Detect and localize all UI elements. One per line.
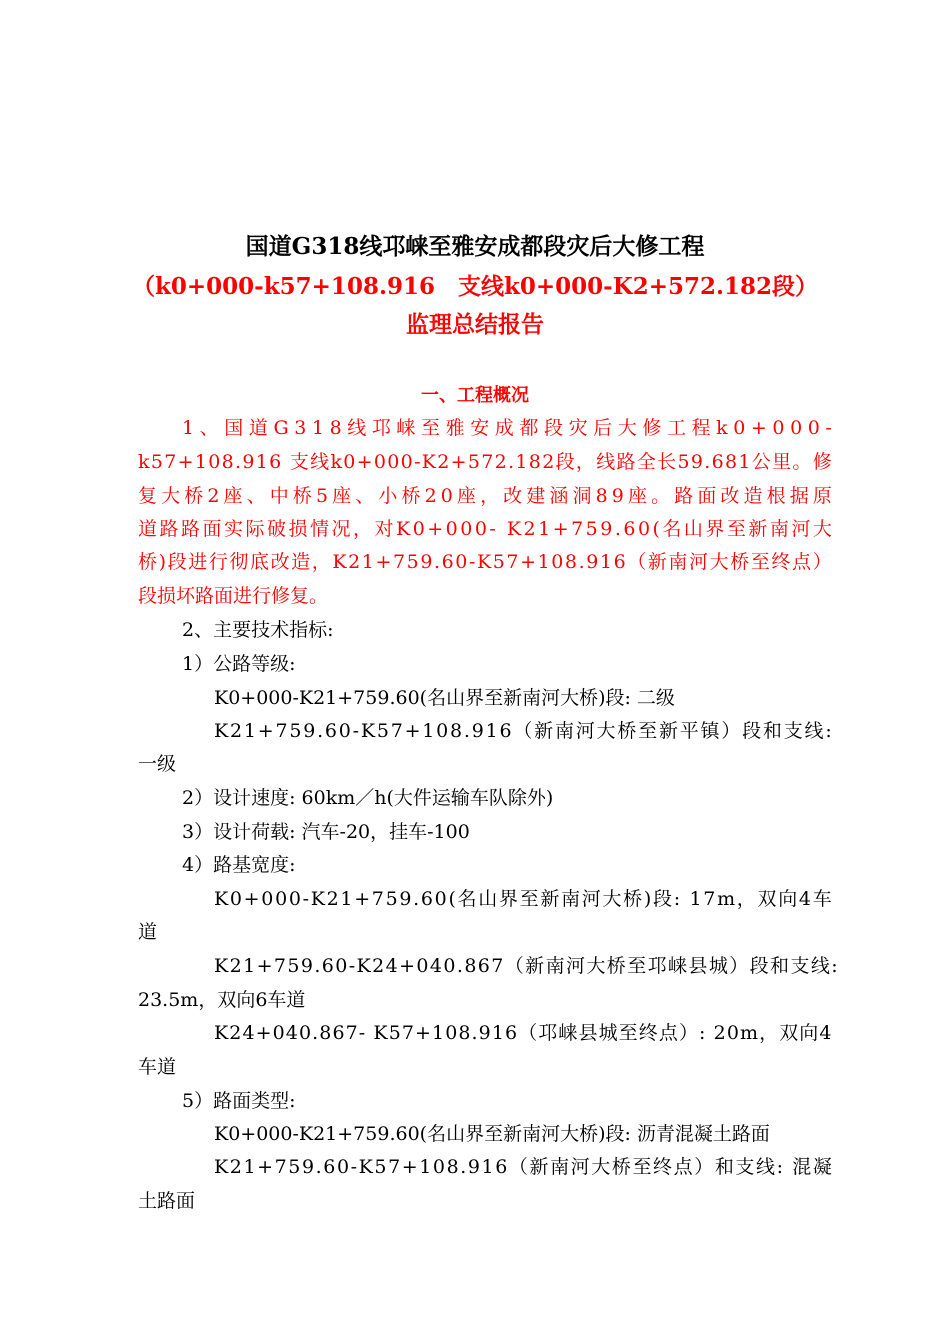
para1-line: 桥 ) 段 进 行 彻 底 改 造 ， K 2 1 + 7 5 9 . 6 0 - K 5 7 + 1 0 8 . 9 1 6 （ 新 南 河 大 桥 至 终 点 ） [138,551,832,573]
design-speed: 2）设计速度: 60km／h(大件运输车队除外) [182,787,554,809]
roadbed-width-b: K 2 1 + 7 5 9 . 6 0 - K 2 4 + 0 4 0 . 8 6 7 （ 新 南 河 大 桥 至 邛 崃 县 城 ） 段 和 支 线 : [214,955,838,977]
road-grade-b: K 2 1 + 7 5 9 . 6 0 - K 5 7 + 1 0 8 . 9 1 6 （ 新 南 河 大 桥 至 新 平 镇 ） 段 和 支 线 : [214,720,832,742]
para1-line: 复 大 桥 2 座 、 中 桥 5 座 、 小 桥 2 0 座 ， 改 建 涵 洞 8 9 座 。 路 面 改 造 根 据 原 [138,485,832,507]
road-grade-b-cont: 一级 [138,753,177,775]
roadbed-width-c: K 2 4 + 0 4 0 . 8 6 7 - K 5 7 + 1 0 8 . 9 1 6 （ 邛 崃 县 城 至 终 点 ） : 2 0 m ， 双 向 4 [214,1022,832,1044]
para1-line: 1 、 国 道 G 3 1 8 线 邛 崃 至 雅 安 成 都 段 灾 后 大 修 工 程 k 0 + 0 0 0 - [182,417,832,439]
roadbed-width-a: K 0 + 0 0 0 - K 2 1 + 7 5 9 . 6 0 ( 名 山 界 至 新 南 河 大 桥 ) 段 : 1 7 m ， 双 向 4 车 [214,888,832,910]
road-grade-a: K0+000-K21+759.60(名山界至新南河大桥)段: 二级 [214,687,675,709]
para1-line: 道 路 路 面 实 际 破 损 情 况 ， 对 K 0 + 0 0 0 - K 2 1 + 7 5 9 . 6 0 ( 名 山 界 至 新 南 河 大 [138,518,832,540]
report-title-line3: 监理总结报告 [406,311,544,338]
pavement-type-label: 5）路面类型: [182,1090,296,1112]
report-title-line1: 国道G318线邛崃至雅安成都段灾后大修工程 [245,233,705,260]
pavement-type-b-cont: 土路面 [138,1190,196,1212]
pavement-type-a: K0+000-K21+759.60(名山界至新南河大桥)段: 沥青混凝土路面 [214,1123,770,1145]
report-title-line2: （k0+000-k57+108.916 支线k0+000-K2+572.182段） [131,273,819,300]
road-grade-label: 1）公路等级: [182,653,296,675]
design-load: 3）设计荷载: 汽车-20，挂车-100 [182,821,470,843]
roadbed-width-c-cont: 车道 [138,1056,177,1078]
section-heading: 一、工程概况 [421,385,529,406]
para1-line: k 5 7 + 1 0 8 . 9 1 6 支 线 k 0 + 0 0 0 - K 2 + 5 7 2 . 1 8 2 段 ， 线 路 全 长 5 9 . 6 8 1 公 里 。 修 [138,451,832,473]
tech-indicators-label: 2、主要技术指标: [182,619,334,641]
para1-line: 段损坏路面进行修复。 [138,585,329,607]
pavement-type-b: K 2 1 + 7 5 9 . 6 0 - K 5 7 + 1 0 8 . 9 1 6 （ 新 南 河 大 桥 至 终 点 ） 和 支 线 : 混 凝 [214,1156,832,1178]
roadbed-width-a-cont: 道 [138,921,158,943]
roadbed-width-label: 4）路基宽度: [182,854,296,876]
roadbed-width-b-cont: 23.5m，双向6车道 [138,989,306,1011]
